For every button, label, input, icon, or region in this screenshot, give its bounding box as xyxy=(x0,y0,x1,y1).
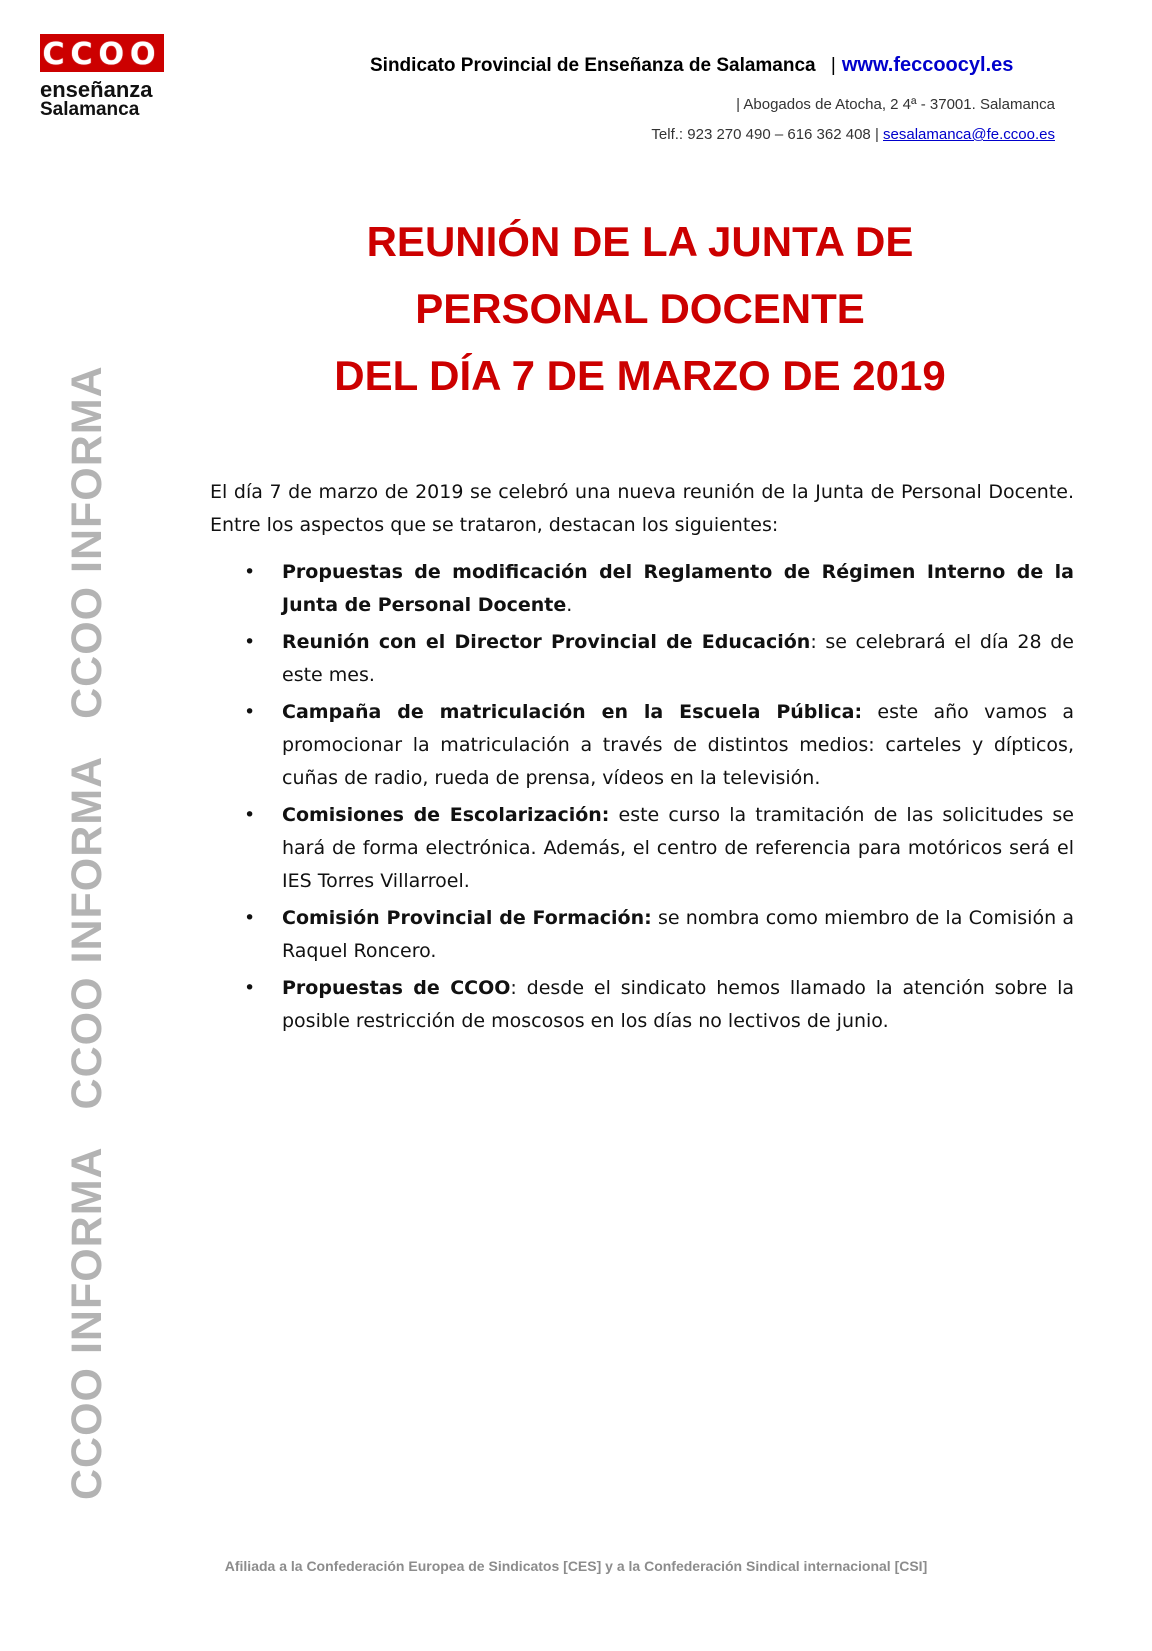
logo-line-salamanca: Salamanca xyxy=(40,99,140,120)
document-title xyxy=(200,208,1080,409)
header-separator: | xyxy=(830,55,836,76)
topic-text: se nombra como miembro de la Comisión a Raquel Roncero. xyxy=(282,907,1074,962)
title-line-3: DEL DÍA 7 DE MARZO DE 2019 xyxy=(334,352,946,399)
topic-text: : se celebrará el día 28 de este mes. xyxy=(282,631,1074,686)
topics-list xyxy=(210,556,1074,1038)
bullet-icon: • xyxy=(244,701,256,723)
topic-heading: Comisión Provincial de Formación: xyxy=(282,907,652,929)
bullet-icon: • xyxy=(244,804,256,826)
list-item xyxy=(210,626,1074,692)
list-item xyxy=(210,972,1074,1038)
sidebar-banner-text: CCOO INFORMA xyxy=(63,365,111,719)
phone-numbers: Telf.: 923 270 490 – 616 362 408 | xyxy=(651,126,879,143)
footer-affiliation: Afiliada a la Confederación Europea de Sindicatos [CES] y a la Confederación Sindical internacional [CSI] xyxy=(224,1558,928,1574)
header-organization xyxy=(370,54,1013,77)
topic-heading: Propuestas de CCOO xyxy=(282,977,511,999)
topic-heading: Propuestas de modificación del Reglamento de Régimen Interno de la Junta de Personal Docente xyxy=(282,561,1074,616)
header-contact xyxy=(651,126,1055,143)
email-link[interactable]: sesalamanca@fe.ccoo.es xyxy=(883,126,1055,143)
topic-text: este año vamos a promocionar la matriculación a través de distintos medios: carteles y dípticos, cuñas de radio, rueda de prensa, vídeos en la televisión. xyxy=(282,701,1074,789)
bullet-icon: • xyxy=(244,907,256,929)
bullet-icon: • xyxy=(244,631,256,653)
list-item xyxy=(210,696,1074,795)
org-name: Sindicato Provincial de Enseñanza de Salamanca xyxy=(370,55,816,76)
title-line-1: REUNIÓN DE LA JUNTA DE xyxy=(366,218,914,265)
logo-line-ensenanza: enseñanza xyxy=(40,77,153,102)
logo-mark: CCOO xyxy=(40,34,164,72)
document-body xyxy=(210,476,1074,1042)
title-line-2: PERSONAL DOCENTE xyxy=(415,285,865,332)
list-item xyxy=(210,902,1074,968)
bullet-icon: • xyxy=(244,977,256,999)
topic-heading: Reunión con el Director Provincial de Educación xyxy=(282,631,811,653)
sidebar-banner xyxy=(62,260,112,1500)
sidebar-banner-text: CCOO INFORMA xyxy=(63,1146,111,1500)
topic-text: este curso la tramitación de las solicitudes se hará de forma electrónica. Además, el centro de referencia para motóricos será el IES Torres Villarroel. xyxy=(282,804,1074,892)
topic-heading: Campaña de matriculación en la Escuela Pública: xyxy=(282,701,863,723)
header-address: | Abogados de Atocha, 2 4ª - 37001. Salamanca xyxy=(736,96,1055,113)
bullet-icon: • xyxy=(244,561,256,583)
intro-paragraph: El día 7 de marzo de 2019 se celebró una nueva reunión de la Junta de Personal Docente. Entre los aspectos que se trataron, destacan los siguientes: xyxy=(210,481,1074,536)
topic-heading: Comisiones de Escolarización: xyxy=(282,804,610,826)
topic-text: . xyxy=(566,594,573,616)
website-link[interactable]: www.feccoocyl.es xyxy=(841,54,1014,76)
sidebar-banner-text: CCOO INFORMA xyxy=(63,755,111,1110)
topic-text: : desde el sindicato hemos llamado la atención sobre la posible restricción de moscosos en los días no lectivos de junio. xyxy=(282,977,1075,1032)
list-item xyxy=(210,556,1074,622)
list-item xyxy=(210,799,1074,898)
ccoo-logo xyxy=(40,34,164,120)
